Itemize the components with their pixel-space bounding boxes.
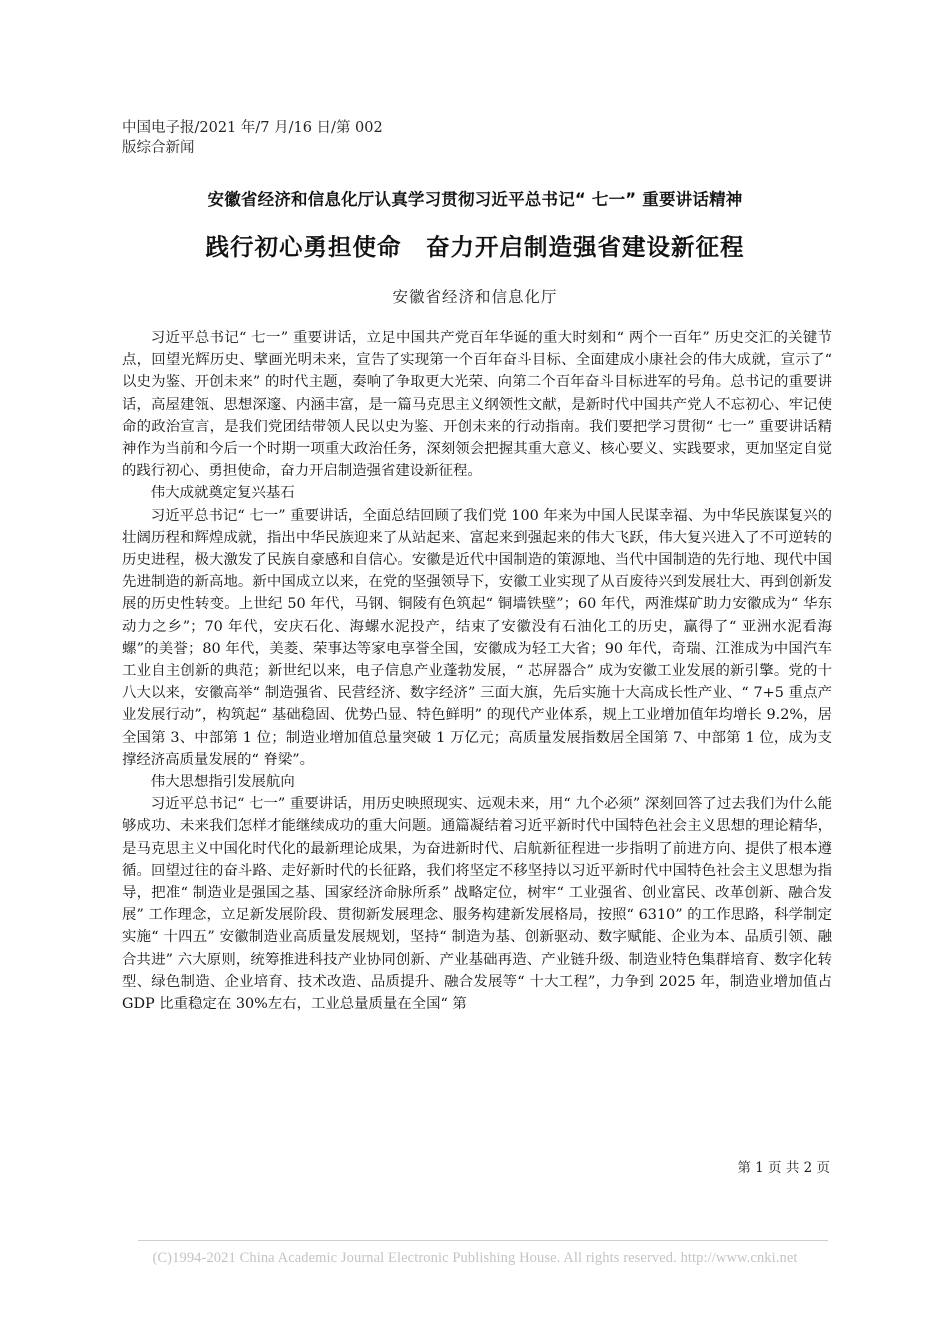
article-author: 安徽省经济和信息化厅: [392, 288, 558, 306]
copyright-footer: (C)1994-2021 China Academic Journal Electronic Publishing House. All rights reserved. http://www.cnki.net: [152, 1250, 798, 1266]
article-body: [122, 327, 832, 1015]
article-subheading: 安徽省经济和信息化厅认真学习贯彻习近平总书记“ 七一” 重要讲话精神: [207, 190, 743, 209]
paragraph-intro: 习近平总书记“ 七一” 重要讲话，立足中国共产党百年华诞的重大时刻和“ 两个一百年” 历史交汇的关键节点，回望光辉历史、擘画光明未来，宣告了实现第一个百年奋斗目标、全面建成小康社会的伟大成就，宣示了“ 以史为鉴、开创未来” 的时代主题，奏响了争取更大光荣、向第二个百年奋斗目标进军的号角。总书记的重要讲话，高屋建瓴、思想深邃、内涵丰富，是一篇马克思主义纲领性文献，是新时代中国共产党人不忘初心、牢记使命的政治宣言，是我们党团结带领人民以史为鉴、开创未来的行动指南。我们要把学习贯彻“ 七一” 重要讲话精神作为当前和今后一个时期一项重大政治任务，深刻领会把握其重大意义、核心要义、实践要求，更加坚定自觉的践行初心、勇担使命，奋力开启制造强省建设新征程。: [122, 330, 832, 480]
article-title: 践行初心勇担使命 奋力开启制造强省建设新征程: [205, 233, 745, 261]
footer-divider: [138, 1240, 828, 1241]
section-heading-achievements: 伟大成就奠定复兴基石: [150, 485, 295, 502]
paragraph-achievements: 习近平总书记“ 七一” 重要讲话，全面总结回顾了我们党 100 年来为中国人民谋幸福、为中华民族谋复兴的壮阔历程和辉煌成就，指出中华民族迎来了从站起来、富起来到强起来的伟大飞跃，伟大复兴进入了不可逆转的历史进程，极大激发了民族自豪感和自信心。安徽是近代中国制造的策源地、当代中国制造的先行地、现代中国先进制造的新高地。新中国成立以来，在党的坚强领导下，安徽工业实现了从百废待兴到发展壮大、再到创新发展的历史性转变。上世纪 50 年代，马钢、铜陵有色筑起“ 铜墙铁壁”；60 年代，两淮煤矿助力安徽成为“ 华东动力之乡”；70 年代，安庆石化、海螺水泥投产，结束了安徽没有石油化工的历史，赢得了“ 亚洲水泥看海螺”的美誉；80 年代，美菱、荣事达等家电享誉全国，安徽成为轻工大省；90 年代，奇瑞、江淮成为中国汽车工业自主创新的典范；新世纪以来，电子信息产业蓬勃发展，“ 芯屏器合” 成为安徽工业发展的新引擎。党的十八大以来，安徽高举“ 制造强省、民营经济、数字经济” 三面大旗，先后实施十大高成长性产业、“ 7+5 重点产业发展行动”，构筑起“ 基础稳固、优势凸显、特色鲜明” 的现代产业体系，规上工业增加值年均增长 9.2%，居全国第 3、中部第 1 位；制造业增加值总量突破 1 万亿元；高质量发展指数居全国第 7、中部第 1 位，成为支撑经济高质量发展的“ 脊梁”。: [122, 507, 832, 768]
section-heading-thought: 伟大思想指引发展航向: [150, 774, 295, 791]
paragraph-thought: 习近平总书记“ 七一” 重要讲话，用历史映照现实、远观未来，用“ 九个必须” 深刻回答了过去我们为什么能够成功、未来我们怎样才能继续成功的重大问题。通篇凝结着习近平新时代中国特色社会主义思想的理论精华，是马克思主义中国化时代化的最新理论成果，为奋进新时代、启航新征程进一步指明了前进方向、提供了根本遵循。回望过往的奋斗路、走好新时代的长征路，我们将坚定不移坚持以习近平新时代中国特色社会主义思想为指导，把准“ 制造业是强国之基、国家经济命脉所系” 战略定位，树牢“ 工业强省、创业富民、改革创新、融合发展” 工作理念，立足新发展阶段、贯彻新发展理念、服务构建新发展格局，按照“ 6310” 的工作思路，科学制定实施“ 十四五” 安徽制造业高质量发展规划，坚持“ 制造为基、创新驱动、数字赋能、企业为本、品质引领、融合共进” 六大原则，统筹推进科技产业协同创新、产业基础再造、产业链升级、制造业特色集群培育、数字化转型、绿色制造、企业培育、技术改造、品质提升、融合发展等“ 十大工程”，力争到 2025 年，制造业增加值占 GDP 比重稳定在 30%左右，工业总量质量在全国“ 第: [122, 796, 832, 1013]
page-number: 第 1 页 共 2 页: [737, 1160, 830, 1176]
source-info: [122, 118, 422, 158]
source-line-1: 中国电子报/2021 年/7 月/16 日/第 002: [122, 120, 383, 136]
source-line-2: 版综合新闻: [122, 140, 195, 156]
